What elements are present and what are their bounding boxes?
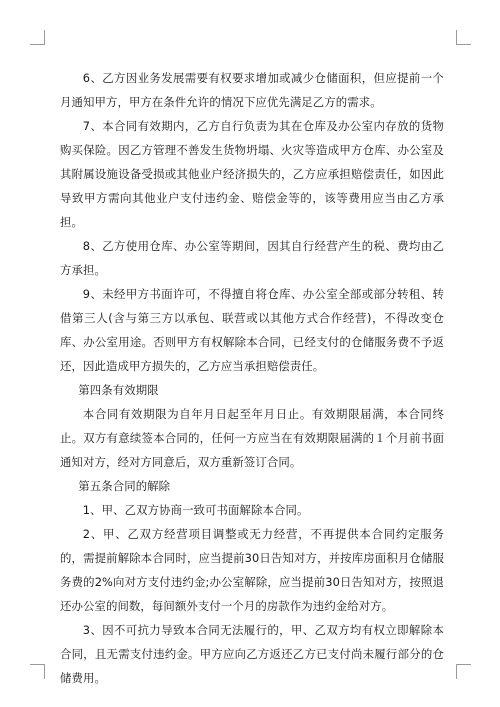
- clause-9: 9、未经甲方书面许可，不得擅自将仓库、办公室全部或部分转租、转借第三人(含与第三方以承包、联营或以其他方式合作经营)，不得改变仓库、办公室用途。否则甲方有权解除本合同，已经支付的仓储服务费不予返还，因此造成甲方损失的，乙方应当承担赔偿责任。: [60, 287, 444, 373]
- section-heading-article-4: 第四条有效期限: [78, 383, 159, 397]
- section-heading-article-5: 第五条合同的解除: [78, 479, 171, 493]
- termination-item-1: 1、甲、乙双方协商一致可书面解除本合同。: [82, 503, 309, 517]
- clause-6: 6、乙方因业务发展需要有权要求增加或减少仓储面积，但应提前一个月通知甲方，甲方在条件允许的情况下应优先满足乙方的需求。: [60, 71, 444, 109]
- crop-mark-top-left: [30, 30, 45, 45]
- termination-item-2: 2、甲、乙双方经营项目调整或无力经营，不再提供本合同约定服务的，需提前解除本合同时，应当提前30日告知对方，并按库房面积月仓储服务费的2%向对方支付违约金;办公室解除，应当提前30日告知对方，按照退还办公室的间数，每间额外支付一个月的房款作为违约金给对方。: [60, 527, 444, 613]
- clause-8: 8、乙方使用仓库、办公室等期间，因其自行经营产生的税、费均由乙方承担。: [60, 239, 444, 277]
- article-4-body: 本合同有效期限为自年月日起至年月日止。有效期限届满，本合同终止。双方有意续签本合同的，任何一方应当在有效期限届满的１个月前书面通知对方，经对方同意后，双方重新签订合同。: [60, 407, 444, 469]
- crop-mark-bottom-left: [30, 664, 45, 679]
- termination-item-3: 3、因不可抗力导致本合同无法履行的，甲、乙双方均有权立即解除本合同，且无需支付违约金。甲方应向乙方返还乙方已支付尚未履行部分的仓储费用。: [60, 623, 444, 685]
- document-body: [60, 66, 444, 690]
- crop-mark-top-right: [456, 30, 471, 45]
- clause-7: 7、本合同有效期内，乙方自行负责为其在仓库及办公室内存放的货物购买保险。因乙方管理不善发生货物坍塌、火灾等造成甲方仓库、办公室及其附属设施设备受损或其他业户经济损失的，乙方应承担赔偿责任，如因此导致甲方需向其他业户支付违约金、赔偿金等的，该等费用应当由乙方承担。: [60, 119, 444, 229]
- crop-mark-bottom-right: [456, 664, 471, 679]
